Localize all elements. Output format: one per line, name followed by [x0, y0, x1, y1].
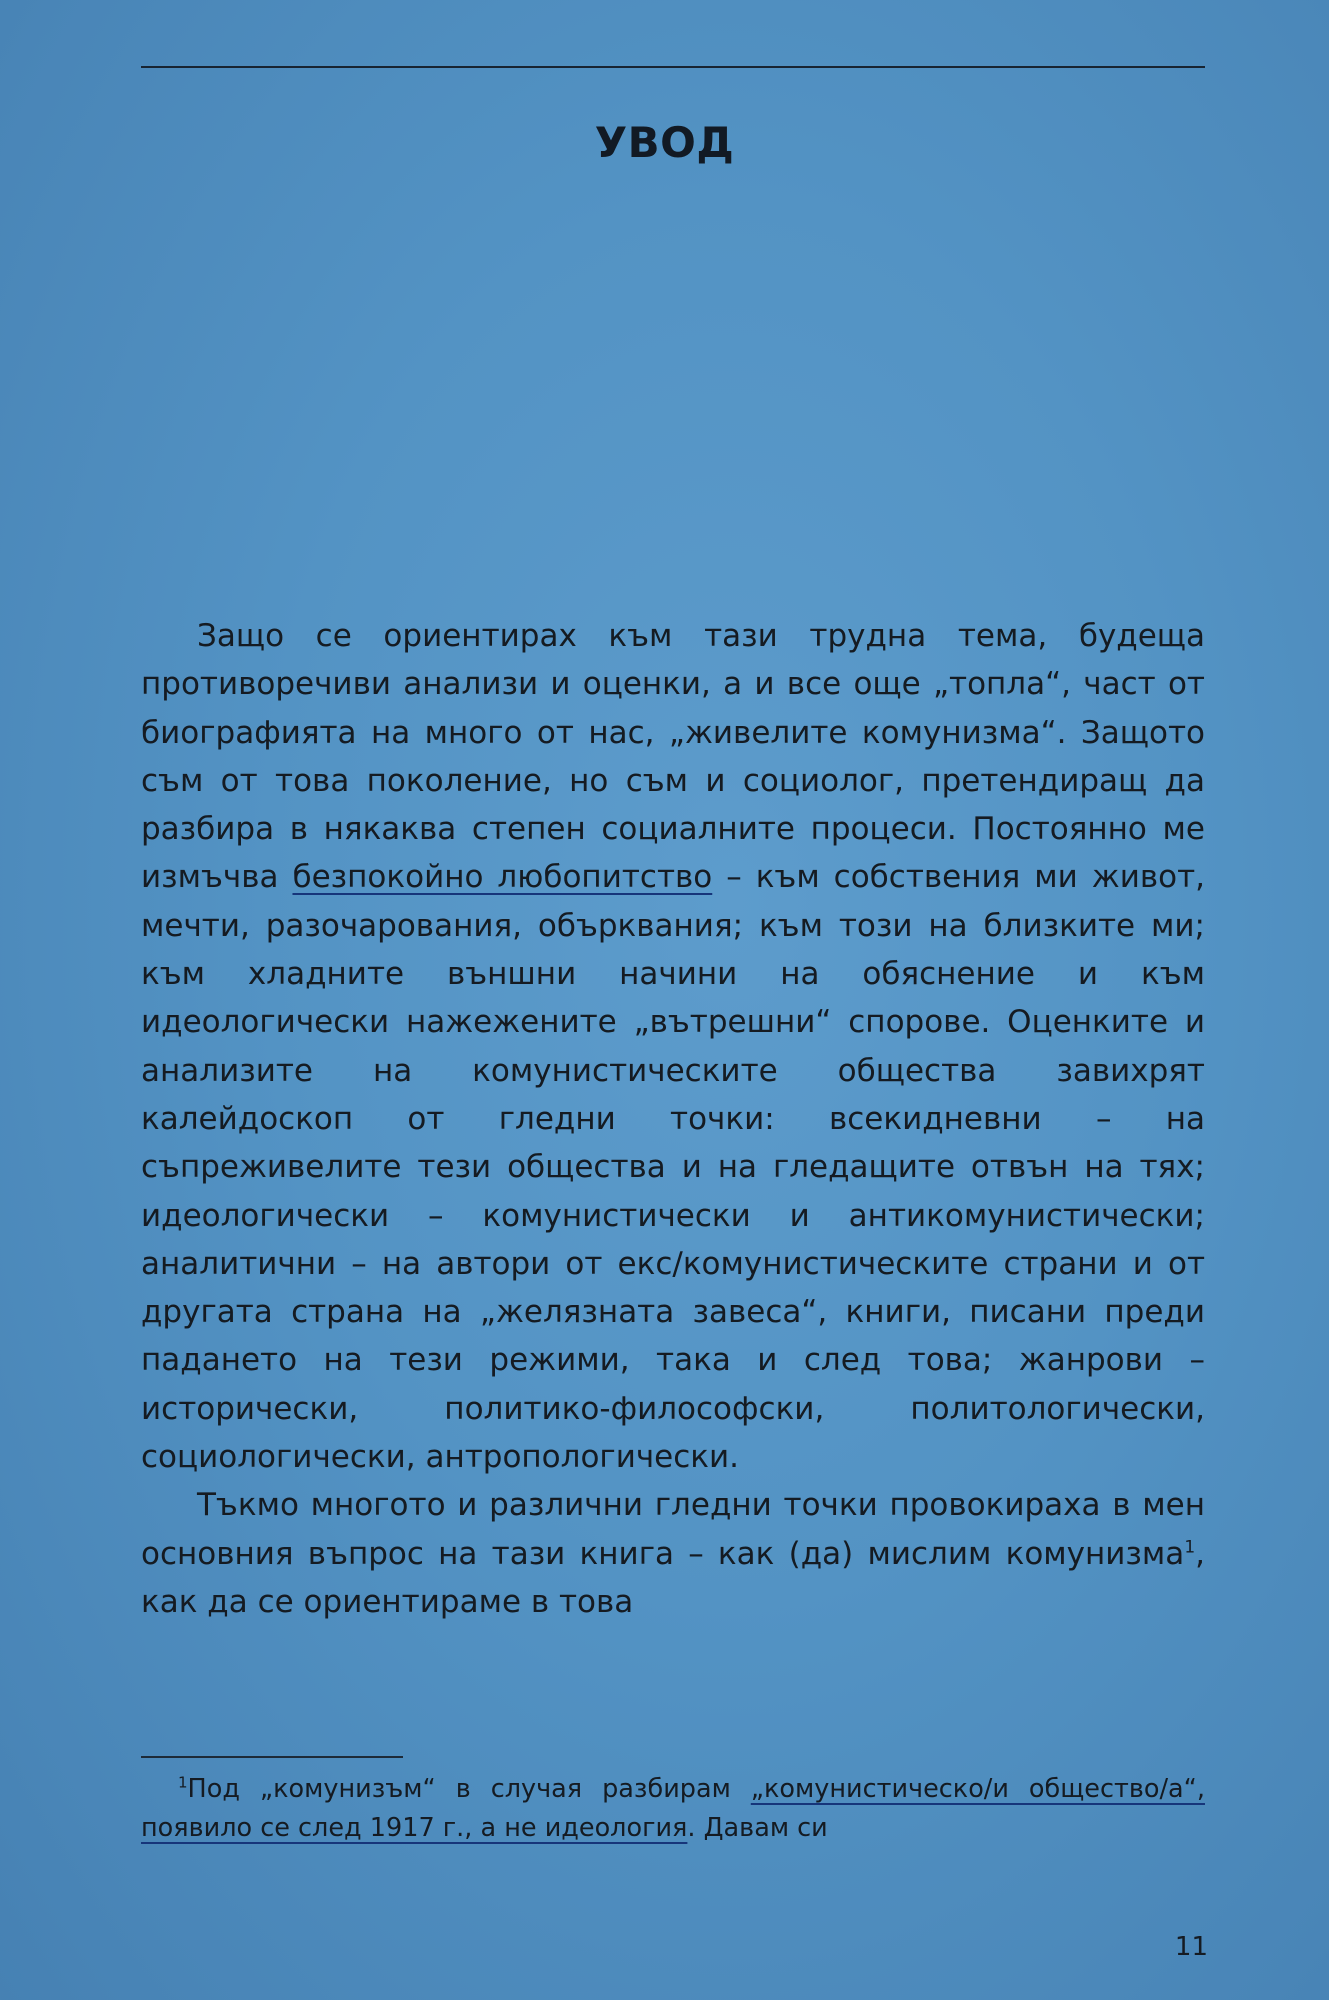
page-number: 11	[1174, 1932, 1208, 1962]
body-text	[141, 612, 1205, 1626]
chapter-title: УВОД	[594, 118, 735, 167]
footnote-marker: 1	[178, 1773, 188, 1792]
paragraph-text: , как да се ориентираме в това	[141, 1535, 1205, 1620]
footnote-underlined-phrase: „комунистическо/и общество/а“, появило се след 1917 г., а не идеология	[141, 1774, 1205, 1843]
paragraph-text: Тъкмо многото и различни гледни точки провокираха в мен основния въпрос на тази книга – как (да) мислим комунизма	[141, 1487, 1205, 1572]
footnote-reference: 1	[1184, 1537, 1196, 1558]
footnote-paragraph	[141, 1770, 1205, 1848]
paragraph-text: – към собствения ми живот, мечти, разочарования, обърквания; към този на близките ми; към хладните външни начини на обяснение и към идеологически нажежените „вътрешни“ спорове. Оценките и анализите на комунистическите общества завихрят калейдоскоп от гледни точки: всекидневни – на съпреживелите тези общества и на гледащите отвън на тях; идеологически – комунистически и антикомунистически; аналитични – на автори от екс/комунистическите страни и от другата страна на „желязната завеса“, книги, писани преди падането на тези режими, така и след това; жанрови – исторически, политико-философски, политологически, социологически, антропологически.	[141, 859, 1206, 1476]
footnote-text: . Давам си	[687, 1813, 828, 1843]
footnote-text: Под „комунизъм“ в случая разбирам	[187, 1774, 751, 1804]
paragraph	[141, 612, 1205, 1481]
top-rule	[141, 66, 1205, 68]
paragraph	[141, 1481, 1205, 1626]
paragraph-text: Защо се ориентирах към тази трудна тема, будеща противоречиви анализи и оценки, а и все още „топла“, част от биографията на много от нас, „живелите комунизма“. Защото съм от това поколение, но съм и социолог, претендиращ да разбира в някаква степен социалните процеси. Постоянно ме измъчва	[141, 618, 1205, 896]
underlined-phrase: безпокойно любопитство	[292, 859, 713, 896]
footnote	[141, 1770, 1205, 1848]
footnote-rule	[141, 1756, 403, 1758]
